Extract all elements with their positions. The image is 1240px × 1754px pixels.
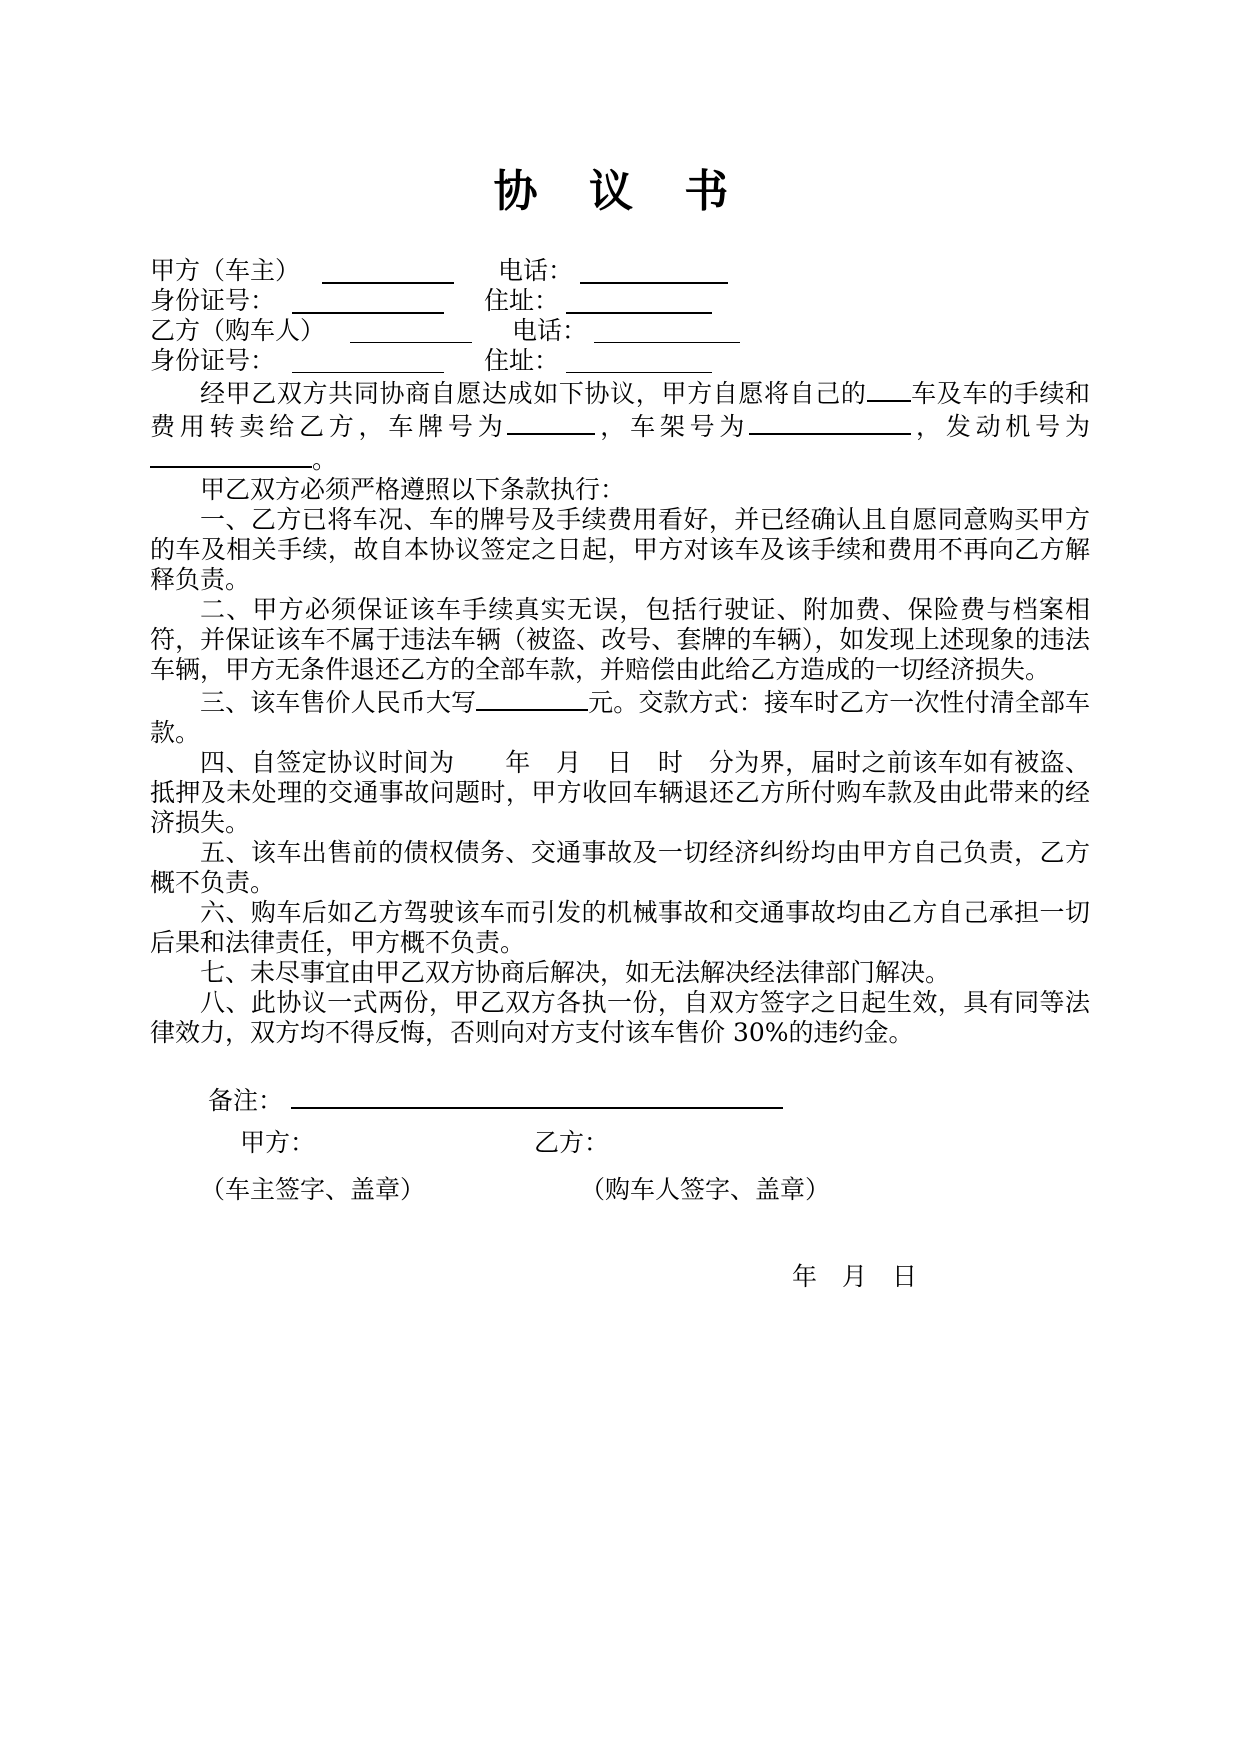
party-a-signature-note: （车主签字、盖章） <box>200 1175 426 1204</box>
vehicle-type-blank[interactable] <box>867 376 911 402</box>
clause-2: 二、甲方必须保证该车手续真实无误，包括行驶证、附加费、保险费与档案相符，并保证该车不属于违法车辆（被盗、改号、套牌的车辆），如发现上述现象的违法车辆，甲方无条件退还乙方的全部车款，并赔偿由此给乙方造成的一切经济损失。 <box>150 595 1090 684</box>
party-a-phone-label: 电话： <box>498 256 574 285</box>
party-b-signature-label: 乙方： <box>534 1128 610 1157</box>
clause-3 <box>150 685 1090 748</box>
intro-text-1: 经甲乙双方共同协商自愿达成如下协议，甲方自愿将自己的 <box>200 379 867 408</box>
clauses-intro: 甲乙双方必须严格遵照以下条款执行： <box>200 475 626 504</box>
engine-number-blank[interactable] <box>150 442 312 468</box>
clause-1: 一、乙方已将车况、车的牌号及手续费用看好，并已经确认且自愿同意购买甲方的车及相关手续，故自本协议签定之日起，甲方对该车及该手续和费用不再向乙方解释负责。 <box>150 505 1090 594</box>
party-a-signature-label: 甲方： <box>240 1128 316 1157</box>
party-b-address-blank[interactable] <box>566 348 712 380</box>
party-b-row <box>150 316 1090 346</box>
party-b-label: 乙方（购车人） <box>150 316 326 345</box>
price-blank[interactable] <box>476 685 588 711</box>
intro-text-2: 车及车的手续和费用转卖给乙方，车牌号为 <box>150 379 1090 441</box>
clause-5: 五、该车出售前的债权债务、交通事故及一切经济纠纷均由甲方自己负责，乙方概不负责。 <box>150 838 1090 897</box>
party-a-address-label: 住址： <box>484 286 560 315</box>
frame-number-blank[interactable] <box>749 409 911 435</box>
document-title: 协 议 书 <box>493 166 747 217</box>
intro-paragraph <box>150 376 1090 475</box>
party-b-id-blank[interactable] <box>292 348 444 380</box>
party-a-label: 甲方（车主） <box>150 256 301 285</box>
clause-8: 八、此协议一式两份，甲乙双方各执一份，自双方签字之日起生效，具有同等法律效力，双方均不得反悔，否则向对方支付该车售价 30%的违约金。 <box>150 988 1090 1047</box>
party-b-phone-label: 电话： <box>512 316 588 345</box>
party-a-id-label: 身份证号： <box>150 286 276 315</box>
party-b-signature-note: （购车人签字、盖章） <box>580 1175 831 1204</box>
remark-label: 备注： <box>208 1086 284 1115</box>
party-b-id-row <box>150 346 1090 376</box>
remark-row <box>208 1083 783 1116</box>
remark-blank[interactable] <box>291 1083 783 1109</box>
party-b-address-label: 住址： <box>484 346 560 375</box>
plate-number-blank[interactable] <box>507 409 595 435</box>
party-b-id-label: 身份证号： <box>150 346 276 375</box>
clause-7: 七、未尽事宜由甲乙双方协商后解决，如无法解决经法律部门解决。 <box>200 958 951 987</box>
clause-3-text-b: 元。交款方式：接车时乙方一次性付清全部车款。 <box>150 688 1090 747</box>
signature-date: 年 月 日 <box>792 1262 918 1291</box>
party-a-row <box>150 256 1090 286</box>
clause-3-text-a: 三、该车售价人民币大写 <box>200 688 477 717</box>
clause-6: 六、购车后如乙方驾驶该车而引发的机械事故和交通事故均由乙方自己承担一切后果和法律责任，甲方概不负责。 <box>150 898 1090 957</box>
clause-4: 四、自签定协议时间为 年 月 日 时 分为界，届时之前该车如有被盗、抵押及未处理的交通事故问题时，甲方收回车辆退还乙方所付购车款及由此带来的经济损失。 <box>150 748 1090 837</box>
intro-text-5: 。 <box>312 445 338 474</box>
document-body <box>150 256 1090 1048</box>
party-a-id-row <box>150 286 1090 316</box>
intro-text-3: ，车架号为 <box>595 412 750 441</box>
intro-text-4: ，发动机号为 <box>911 412 1090 441</box>
